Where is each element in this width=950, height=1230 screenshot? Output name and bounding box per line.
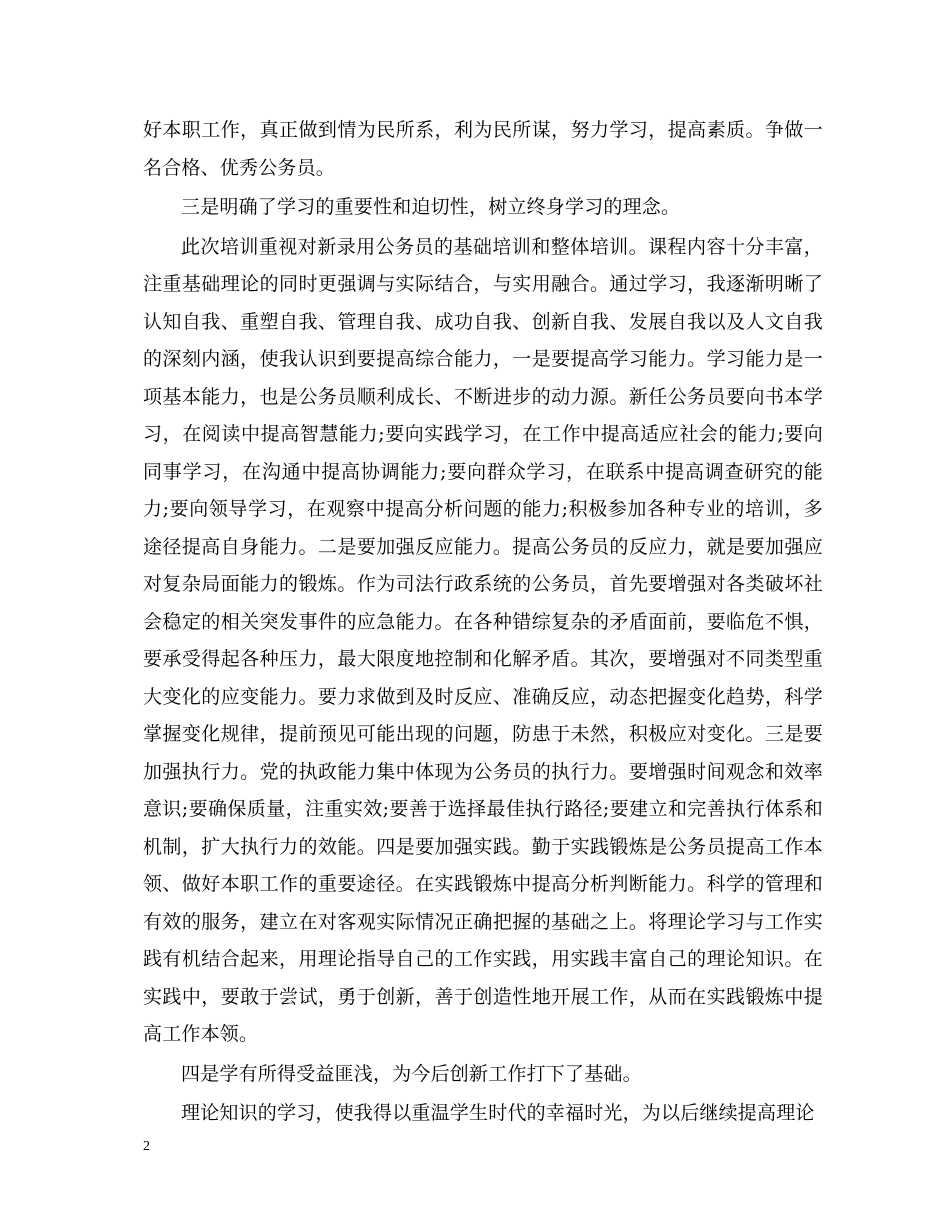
paragraph-theory-study: 理论知识的学习，使我得以重温学生时代的幸福时光，为以后继续提高理论 [181,1102,815,1124]
page-number: 2 [143,1139,150,1154]
paragraph-training-content: 此次培训重视对新录用公务员的基础培训和整体培训。课程内容十分丰富，注重基础理论的同时更强调与实际结合，与实用融合。通过学习，我逐渐明晰了认知自我、重塑自我、管理自我、成功自我、创新自我、发展自我以及人文自我的深刻内涵，使我认识到要提高综合能力，一是要提高学习能力。学习能力是一项基本能力，也是公务员顺利成长、不断进步的动力源。新任公务员要向书本学习，在阅读中提高智慧能力;要向实践学习，在工作中提高适应社会的能力;要向同事学习，在沟通中提高协调能力;要向群众学习，在联系中提高调查研究的能力;要向领导学习，在观察中提高分析问题的能力;积极参加各种专业的培训，多途径提高自身能力。二是要加强反应能力。提高公务员的反应力，就是要加强应对复杂局面能力的锻炼。作为司法行政系统的公务员，首先要增强对各类破坏社会稳定的相关突发事件的应急能力。在各种错综复杂的矛盾面前，要临危不惧，要承受得起各种压力，最大限度地控制和化解矛盾。其次，要增强对不同类型重大变化的应变能力。要力求做到及时反应、准确反应，动态把握变化趋势，科学掌握变化规律，提前预见可能出现的问题，防患于未然，积极应对变化。三是要加强执行力。党的执政能力集中体现为公务员的执行力。要增强时间观念和效率意识;要确保质量，注重实效;要善于选择最佳执行路径;要建立和完善执行体系和机制，扩大执行力的效能。四是要加强实践。勤于实践锻炼是公务员提高工作本领、做好本职工作的重要途径。在实践锻炼中提高分析判断能力。科学的管理和有效的服务，建立在对客观实际情况正确把握的基础之上。将理论学习与工作实践有机结合起来，用理论指导自己的工作实践，用实践丰富自己的理论知识。在实践中，要敢于尝试，勇于创新，善于创造性地开展工作，从而在实践锻炼中提高工作本领。 [143,235,823,1045]
paragraph-heading-point-four: 四是学有所得受益匪浅，为今后创新工作打下了基础。 [181,1062,642,1085]
paragraph-continuation: 好本职工作，真正做到情为民所系，利为民所谋，努力学习，提高素质。争做一名合格、优秀公务员。 [143,119,823,179]
paragraph-heading-point-three: 三是明确了学习的重要性和迫切性，树立终身学习的理念。 [181,196,681,218]
document-body [143,112,823,1133]
